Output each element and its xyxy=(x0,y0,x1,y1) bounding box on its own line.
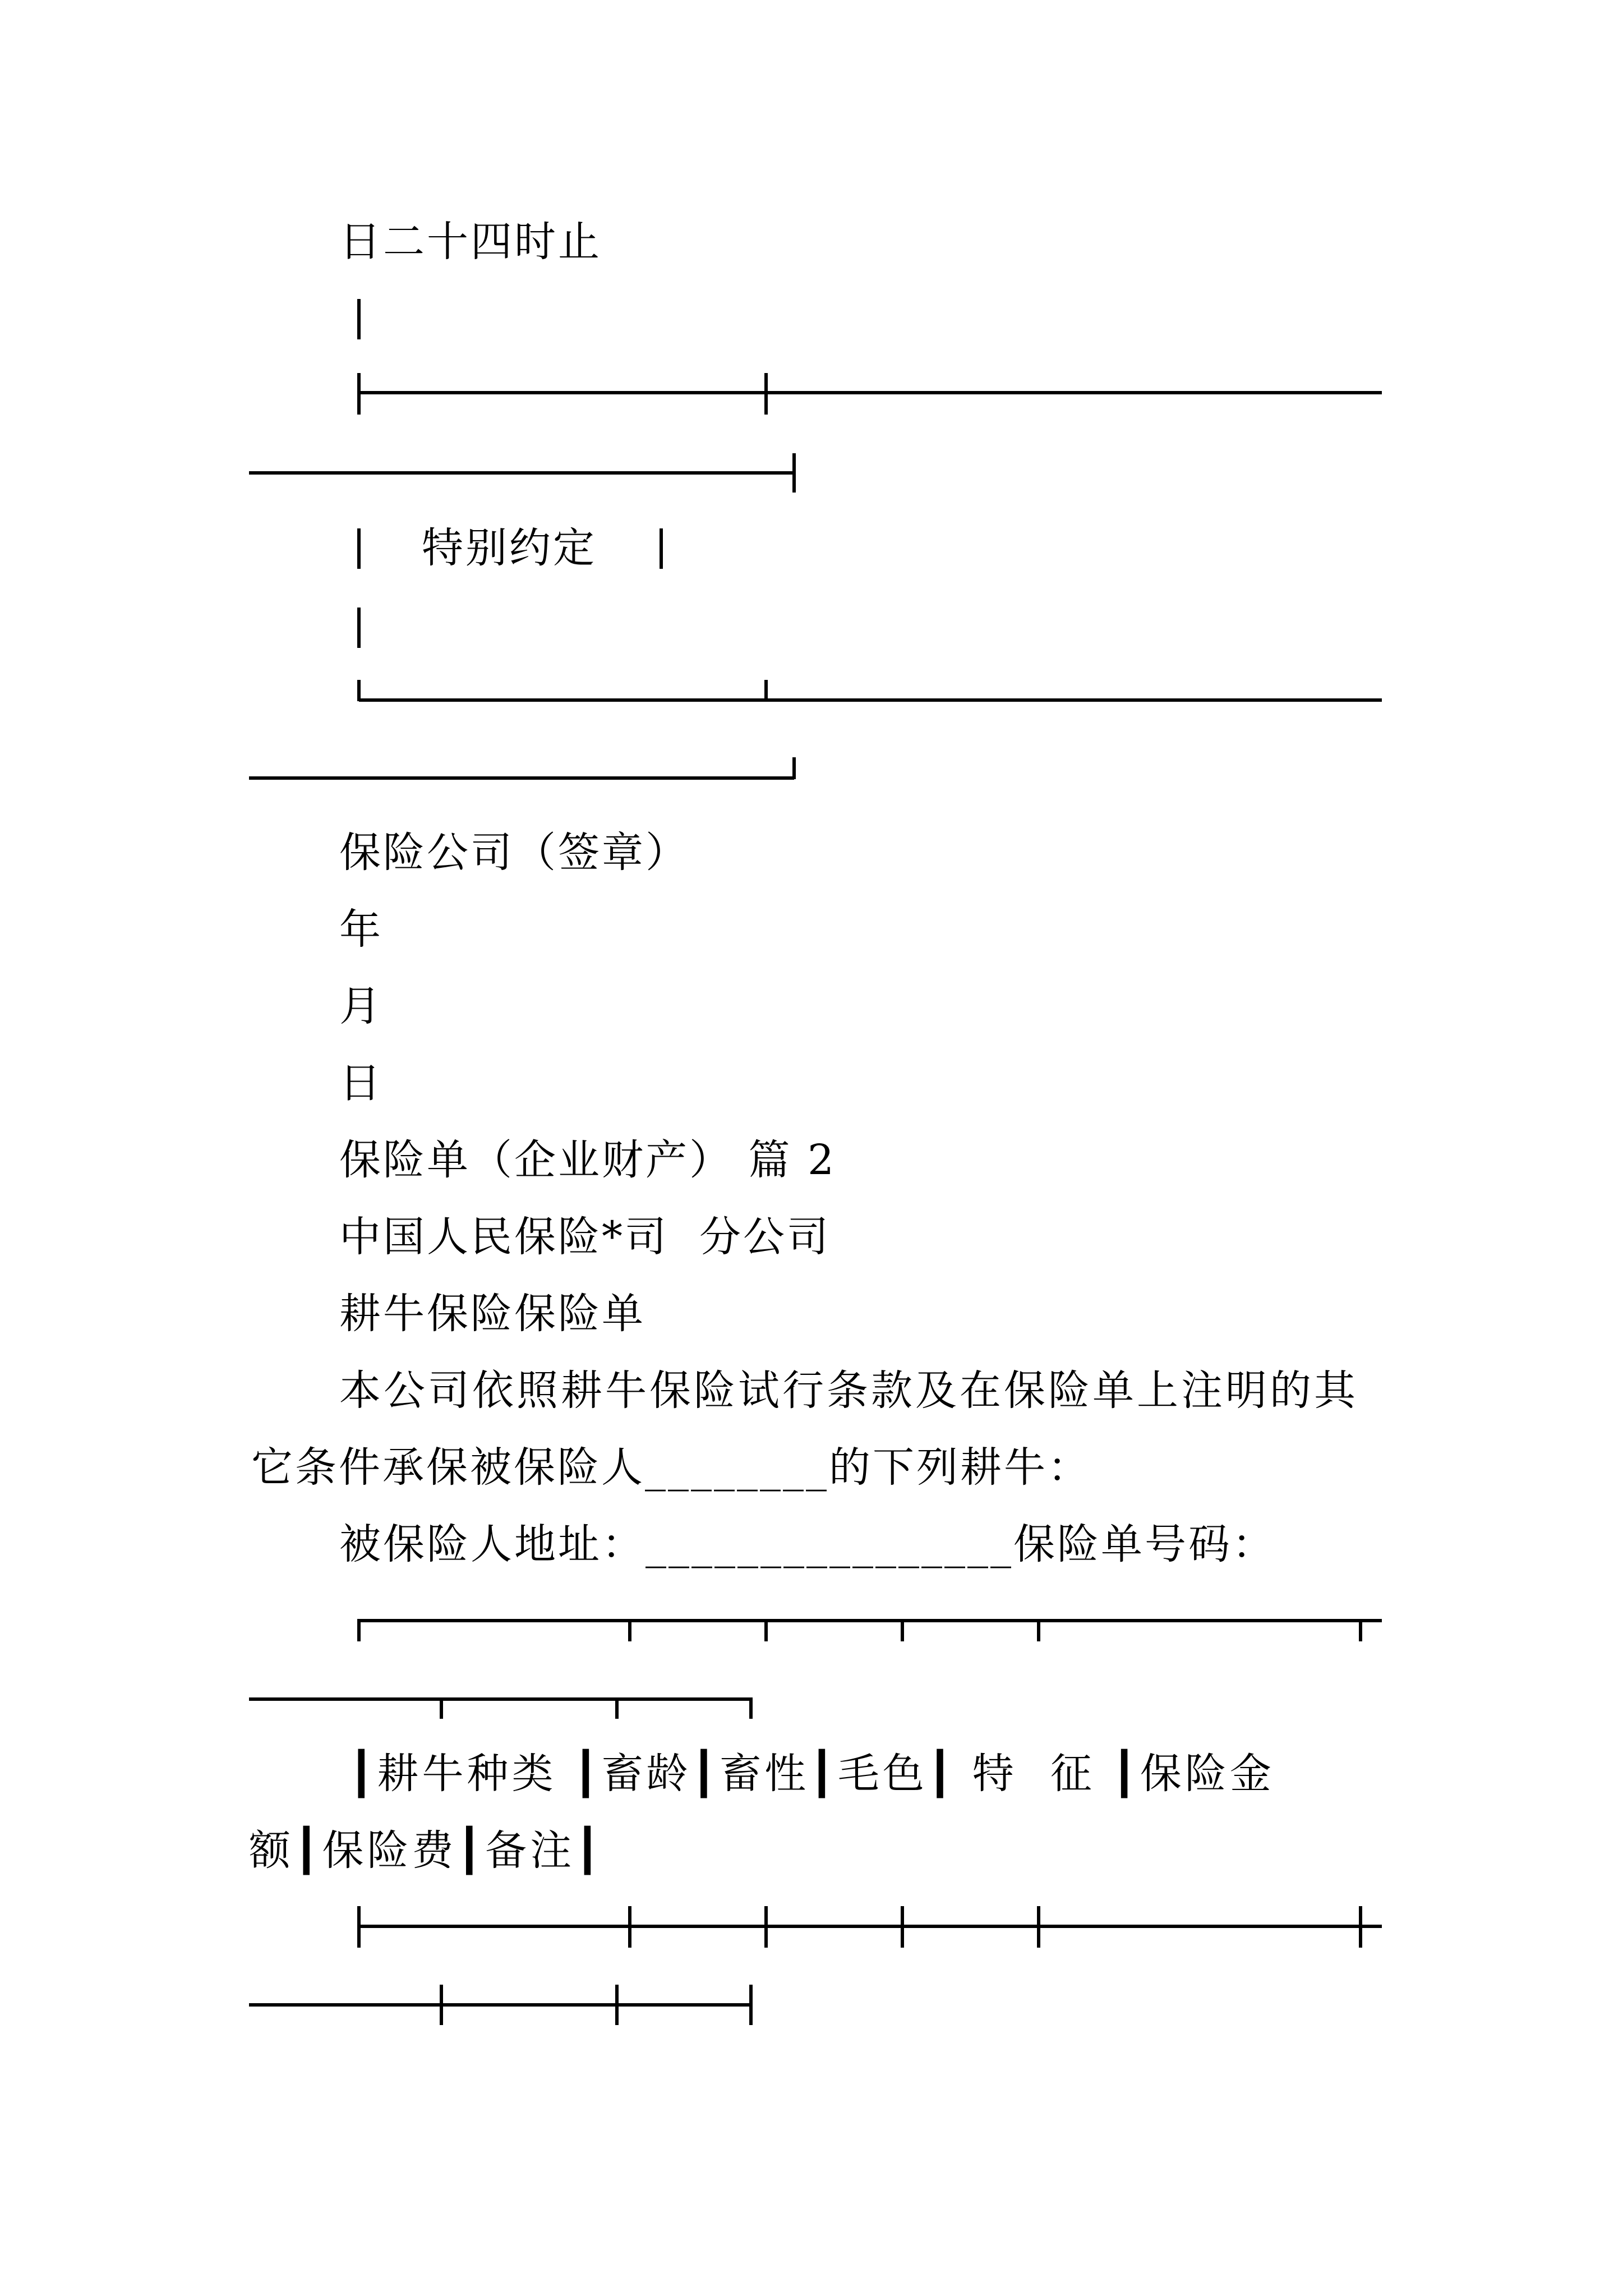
table-tick xyxy=(615,1697,619,1719)
table-separator xyxy=(359,1925,1382,1928)
special-agreement-label: 特别约定 xyxy=(422,524,597,572)
table-junction xyxy=(749,1985,753,2025)
table-junction xyxy=(901,1906,904,1948)
vertical-bar xyxy=(357,608,361,648)
table-corner xyxy=(357,1619,361,1641)
box-corner-right xyxy=(792,757,796,779)
table-tick xyxy=(1037,1619,1040,1641)
box-corner-right xyxy=(792,453,796,493)
box-bottom-border xyxy=(359,698,1382,702)
text-line: 日二十四时止 xyxy=(339,218,602,266)
company-seal-line: 保险公司（签章） xyxy=(339,829,689,877)
table-junction xyxy=(628,1906,631,1948)
policy-title: 耕牛保险保险单 xyxy=(339,1290,645,1338)
box-junction xyxy=(764,373,768,415)
company-name: 中国人民保险*司 分公司 xyxy=(339,1213,831,1261)
table-top-border-cont xyxy=(249,1697,753,1701)
year-label: 年 xyxy=(339,905,383,954)
table-tick xyxy=(1359,1619,1362,1641)
month-label: 月 xyxy=(339,982,383,1030)
table-junction xyxy=(440,1985,443,2025)
table-tick xyxy=(901,1619,904,1641)
box-corner-left xyxy=(357,373,361,415)
table-tick xyxy=(764,1619,768,1641)
day-label: 日 xyxy=(339,1059,383,1107)
table-junction xyxy=(1359,1906,1362,1948)
table-header-row-cont: 额┃保险费┃备注┃ xyxy=(249,1826,603,1875)
table-junction xyxy=(615,1985,619,2025)
box-bottom-border-cont xyxy=(249,776,794,780)
table-tick xyxy=(440,1697,443,1719)
paragraph-line: 它条件承保被保险人________的下列耕牛： xyxy=(251,1443,1091,1492)
section-heading: 保险单（企业财产） 篇 2 xyxy=(339,1136,837,1184)
box-corner-left xyxy=(357,680,361,701)
table-top-border xyxy=(359,1619,1382,1622)
paragraph-line: 本公司依照耕牛保险试行条款及在保险单上注明的其 xyxy=(339,1366,1358,1415)
table-header-row: ┃耕牛种类 ┃畜龄┃畜性┃毛色┃ 特 征 ┃保险金 xyxy=(349,1750,1275,1798)
vertical-bar xyxy=(357,299,361,339)
table-tick xyxy=(749,1697,753,1719)
vertical-bar xyxy=(357,528,361,569)
address-line: 被保险人地址：________________保险单号码： xyxy=(339,1520,1276,1568)
box-top-border xyxy=(359,391,1382,394)
table-junction xyxy=(764,1906,768,1948)
box-junction xyxy=(764,680,768,701)
table-junction xyxy=(1037,1906,1040,1948)
table-tick xyxy=(628,1619,631,1641)
vertical-bar xyxy=(660,528,663,569)
table-junction xyxy=(357,1906,361,1948)
table-separator-cont xyxy=(249,2003,753,2007)
box-top-border-cont xyxy=(249,471,794,475)
